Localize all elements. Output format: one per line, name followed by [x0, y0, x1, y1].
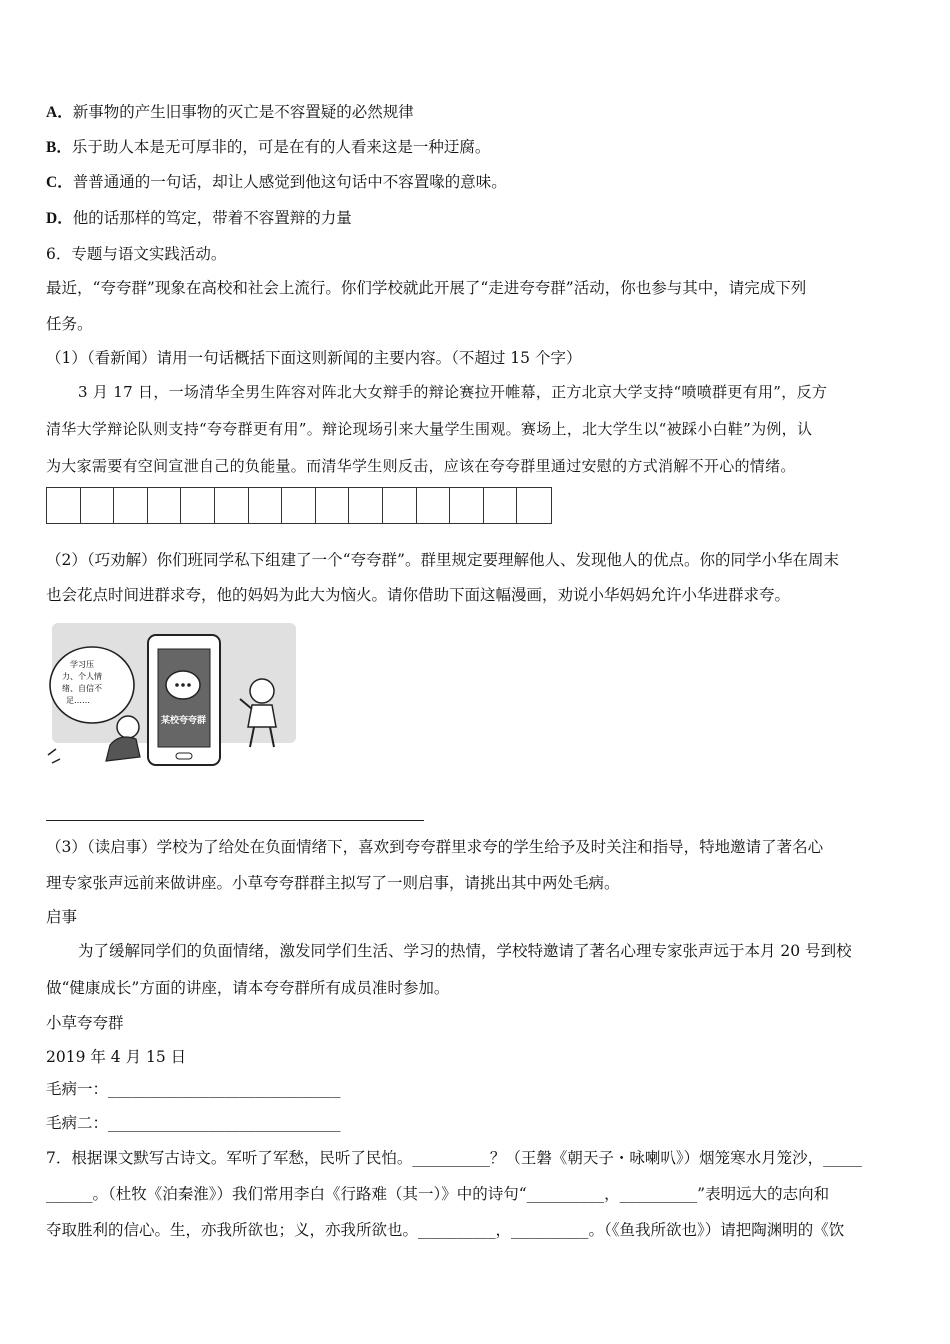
q6-title: 6．专题与语文实践活动。 [46, 245, 227, 263]
q6-part1-prompt: （1）（看新闻）请用一句话概括下面这则新闻的主要内容。（不超过 15 个字） [46, 349, 582, 367]
option-letter: D． [46, 210, 73, 227]
answer-cell[interactable] [47, 488, 81, 523]
option-text: 乐于助人本是无可厚非的，可是在有的人看来这是一种迂腐。 [71, 138, 491, 156]
notice-date: 2019 年 4 月 15 日 [46, 1048, 187, 1066]
answer-line[interactable] [46, 820, 424, 821]
q6-part3-line: （3）（读启事）学校为了给处在负面情绪下，喜欢到夸夸群里求夸的学生给予及时关注和指导，特地邀请了著名心 [46, 838, 824, 856]
option-letter: A． [46, 104, 73, 121]
q6-intro-line: 最近，“夸夸群”现象在高校和社会上流行。你们学校就此开展了“走进夸夸群”活动，你也参与其中，请完成下列 [46, 279, 807, 297]
news-line: 3 月 17 日，一场清华全男生阵容对阵北大女辩手的辩论赛拉开帷幕，正方北京大学支持“喷喷群更有用”，反方 [78, 383, 828, 401]
q6-part3-line: 理专家张声远前来做讲座。小草夸夸群群主拟写了一则启事，请挑出其中两处毛病。 [46, 874, 620, 892]
q6-intro-line: 任务。 [46, 315, 93, 333]
news-line: 为大家需要有空间宣泄自己的负能量。而清华学生则反击，应该在夸夸群里通过安慰的方式消解不开心的情绪。 [46, 457, 796, 475]
option-text: 新事物的产生旧事物的灭亡是不容置疑的必然规律 [72, 103, 414, 121]
answer-cell[interactable] [316, 488, 350, 523]
q7-line: 夺取胜利的信心。生，亦我所欲也；义，亦我所欲也。__________，__________。（《鱼我所欲也》）请把陶渊明的《饮 [46, 1221, 845, 1239]
answer-cell[interactable] [249, 488, 283, 523]
q7-line: ______。（杜牧《泊秦淮》）我们常用李白《行路难（其一）》中的诗句“__________，__________”表明远大的志向和 [46, 1185, 830, 1203]
notice-title: 启事 [46, 908, 78, 926]
answer-cell[interactable] [148, 488, 182, 523]
answer-grid[interactable] [46, 487, 552, 524]
q6-part2-line: 也会花点时间进群求夸，他的妈妈为此大为恼火。请你借助下面这幅漫画，劝说小华妈妈允许小华进群求夸。 [46, 586, 791, 604]
answer-cell[interactable] [282, 488, 316, 523]
answer-cell[interactable] [349, 488, 383, 523]
answer-cell[interactable] [417, 488, 451, 523]
option-text: 他的话那样的笃定，带着不容置辩的力量 [72, 209, 352, 227]
comic-illustration [40, 615, 300, 775]
q7-line: 7．根据课文默写古诗文。军听了军愁，民听了民怕。__________？（王磐《朝天子・咏喇叭》）烟笼寒水月笼沙，_____ [46, 1149, 862, 1167]
fault-1-field[interactable]: 毛病一：______________________________ [46, 1080, 341, 1098]
answer-cell[interactable] [517, 488, 551, 523]
q6-part2-line: （2）（巧劝解）你们班同学私下组建了一个“夸夸群”。群里规定要理解他人、发现他人的优点。你的同学小华在周末 [46, 551, 839, 569]
bubble-text: 力、个人情 [62, 672, 102, 681]
answer-cell[interactable] [181, 488, 215, 523]
option-d [46, 207, 910, 230]
notice-signature: 小草夸夸群 [46, 1014, 124, 1032]
news-line: 清华大学辩论队则支持“夸夸群更有用”。辩论现场引来大量学生围观。赛场上，北大学生以“被踩小白鞋”为例，认 [46, 420, 813, 438]
option-a [46, 101, 910, 124]
bubble-text: 绪、自信不 [62, 684, 102, 693]
option-c [46, 171, 910, 194]
bubble-text: 学习压 [70, 660, 94, 669]
notice-body: 做“健康成长”方面的讲座，请本夸夸群所有成员准时参加。 [46, 979, 450, 997]
option-text: 普普通通的一句话，却让人感觉到他这句话中不容置喙的意味。 [72, 173, 507, 191]
answer-cell[interactable] [215, 488, 249, 523]
answer-cell[interactable] [383, 488, 417, 523]
answer-cell[interactable] [114, 488, 148, 523]
option-b [46, 136, 910, 159]
fault-2-field[interactable]: 毛病二：______________________________ [46, 1114, 341, 1132]
option-letter: C． [46, 174, 73, 191]
phone-label: 某校夸夸群 [161, 716, 207, 726]
option-letter: B． [46, 139, 72, 156]
answer-cell[interactable] [81, 488, 115, 523]
notice-body: 为了缓解同学们的负面情绪，激发同学们生活、学习的热情，学校特邀请了著名心理专家张声远于本月 20 号到校 [78, 942, 852, 960]
answer-cell[interactable] [450, 488, 484, 523]
phone-figure [148, 635, 220, 765]
answer-cell[interactable] [484, 488, 518, 523]
bubble-text: 足…… [66, 696, 90, 705]
